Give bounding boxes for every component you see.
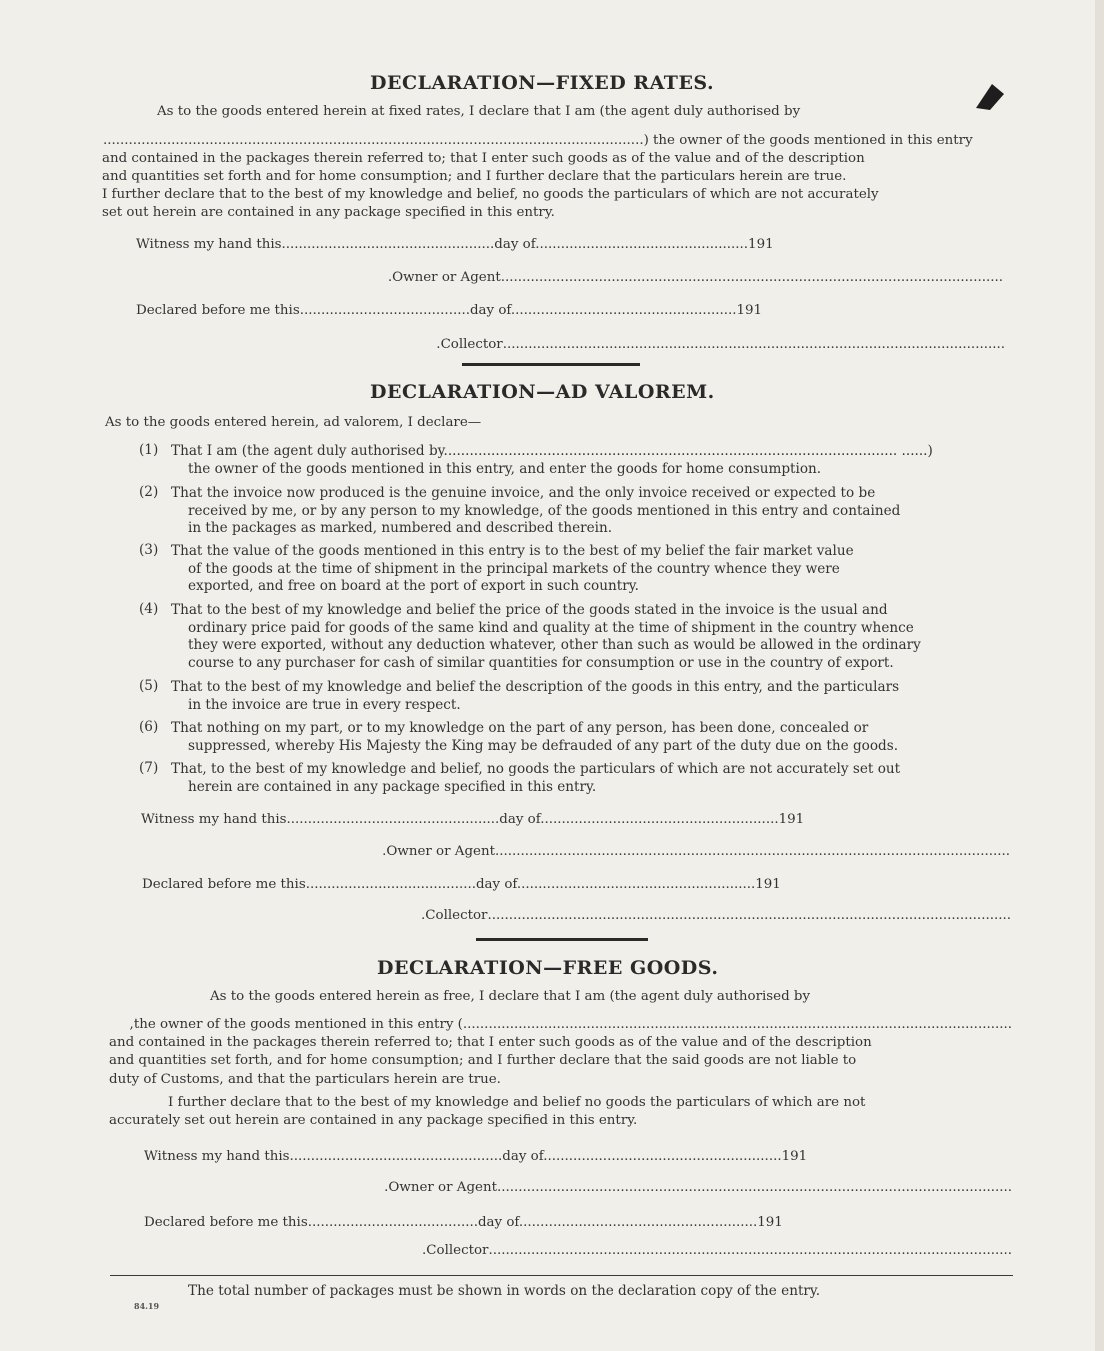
free-goods-line-5: duty of Customs, and that the particulars herein are true.	[109, 1072, 501, 1087]
fixed-rates-line-3: and contained in the packages therein referred to; that I enter such goods as of the value and of the description	[102, 151, 865, 166]
ad-valorem-witness-line: Witness my hand this..................................................day of........................................................191	[141, 812, 805, 827]
item-text-line: That to the best of my knowledge and belief the price of the goods stated in the invoice is the usual and	[171, 602, 888, 618]
free-goods-line-6: I further declare that to the best of my knowledge and belief no goods the particulars of which are not	[168, 1095, 866, 1110]
fixed-rates-line-5: I further declare that to the best of my knowledge and belief, no goods the particulars of which are not accurately	[102, 187, 879, 202]
ad-valorem-title: DECLARATION—AD VALOREM.	[370, 381, 715, 403]
fixed-rates-line-4: and quantities set forth and for home consumption; and I further declare that the particulars herein are true.	[102, 169, 847, 184]
item-text-line: That to the best of my knowledge and belief the description of the goods in this entry, and the particulars	[171, 679, 900, 695]
item-text-line: of the goods at the time of shipment in the principal markets of the country whence they were	[188, 560, 840, 577]
free-goods-line-1: As to the goods entered herein as free, I declare that I am (the agent duly authorised by	[210, 989, 811, 1004]
section-divider-2	[476, 938, 648, 941]
ad-valorem-collector-line: ...........................................................................................................................Collector.	[421, 908, 1011, 923]
fixed-rates-collector-line: ......................................................................................................................Collector.	[436, 337, 1005, 352]
item-text-line: in the invoice are true in every respect.	[188, 696, 461, 713]
ad-valorem-declared-line: Declared before me this........................................day of........................................................191	[142, 877, 781, 892]
free-goods-line-2: .................................................................................................................................) the owner of the goods mentioned in this entry,	[129, 1017, 1012, 1032]
item-text-line: That, to the best of my knowledge and belief, no goods the particulars of which are not accurately set out	[171, 761, 901, 777]
item-text-line: suppressed, whereby His Majesty the King may be defrauded of any part of the duty due on the goods.	[188, 737, 899, 754]
fixed-rates-line-6: set out herein are contained in any package specified in this entry.	[102, 205, 555, 220]
ad-valorem-owner-line: .........................................................................................................................Owner or Agent.	[382, 844, 1010, 859]
free-goods-line-3: and contained in the packages therein referred to; that I enter such goods as of the value and of the description	[109, 1035, 872, 1050]
free-goods-witness-line: Witness my hand this..................................................day of........................................................191	[144, 1149, 808, 1164]
footer-note: The total number of packages must be shown in words on the declaration copy of the entry.	[188, 1283, 821, 1299]
item-text-line: herein are contained in any package specified in this entry.	[188, 778, 597, 795]
fixed-rates-line-1: As to the goods entered herein at fixed rates, I declare that I am (the agent duly authorised by	[157, 104, 801, 119]
item-text-line: That I am (the agent duly authorised by......................................................................................................... ......)	[171, 443, 933, 459]
item-text-line: That the invoice now produced is the genuine invoice, and the only invoice received or expected to be	[171, 485, 876, 501]
item-text-line: the owner of the goods mentioned in this entry, and enter the goods for home consumption.	[188, 460, 822, 477]
free-goods-owner-line: .........................................................................................................................Owner or Agent.	[384, 1180, 1012, 1195]
ad-valorem-intro: As to the goods entered herein, ad valorem, I declare—	[105, 415, 482, 430]
item-text-line: course to any purchaser for cash of similar quantities for consumption or use in the country of export.	[188, 654, 894, 671]
item-text-line: exported, and free on board at the port of export in such country.	[188, 578, 639, 594]
free-goods-title: DECLARATION—FREE GOODS.	[377, 957, 719, 979]
item-number: (7)	[139, 760, 159, 776]
item-number: (6)	[139, 719, 159, 735]
item-text-line: received by me, or by any person to my knowledge, of the goods mentioned in this entry and contained	[188, 502, 901, 519]
item-number: (4)	[139, 601, 159, 617]
fixed-rates-line-2: ...............................................................................................................................) the owner of the goods mentioned in this entry	[103, 133, 973, 148]
item-number: (5)	[139, 678, 159, 694]
free-goods-declared-line: Declared before me this........................................day of........................................................191	[144, 1215, 783, 1230]
fixed-rates-title: DECLARATION—FIXED RATES.	[370, 72, 715, 94]
fixed-rates-declared-line: Declared before me this........................................day of.....................................................191	[136, 303, 763, 318]
ink-blot-mark	[970, 80, 1010, 116]
fixed-rates-owner-line: ......................................................................................................................Owner or Agent.	[387, 270, 1003, 285]
free-goods-line-4: and quantities set forth, and for home consumption; and I further declare that the said goods are not liable to	[109, 1053, 857, 1068]
item-text-line: in the packages as marked, numbered and described therein.	[188, 520, 613, 536]
item-text-line: they were exported, without any deduction whatever, other than such as would be allowed in the ordinary	[188, 637, 921, 653]
item-text-line: ordinary price paid for goods of the same kind and quality at the time of shipment in the country whence	[188, 619, 914, 636]
item-text-line: That the value of the goods mentioned in this entry is to the best of my belief the fair market value	[171, 543, 854, 559]
item-number: (3)	[139, 542, 159, 558]
sheet-edge	[1095, 0, 1104, 1351]
item-number: (1)	[139, 442, 159, 458]
free-goods-line-7: accurately set out herein are contained in any package specified in this entry.	[109, 1113, 638, 1128]
item-number: (2)	[139, 484, 159, 500]
free-goods-collector-line: ...........................................................................................................................Collector.	[422, 1243, 1012, 1258]
fixed-rates-witness-line: Witness my hand this..................................................day of..................................................191	[136, 237, 774, 252]
section-divider-1	[462, 363, 640, 366]
item-text-line: That nothing on my part, or to my knowledge on the part of any person, has been done, concealed or	[171, 720, 869, 736]
form-code: 84.19	[134, 1301, 160, 1311]
footer-rule	[110, 1275, 1013, 1276]
